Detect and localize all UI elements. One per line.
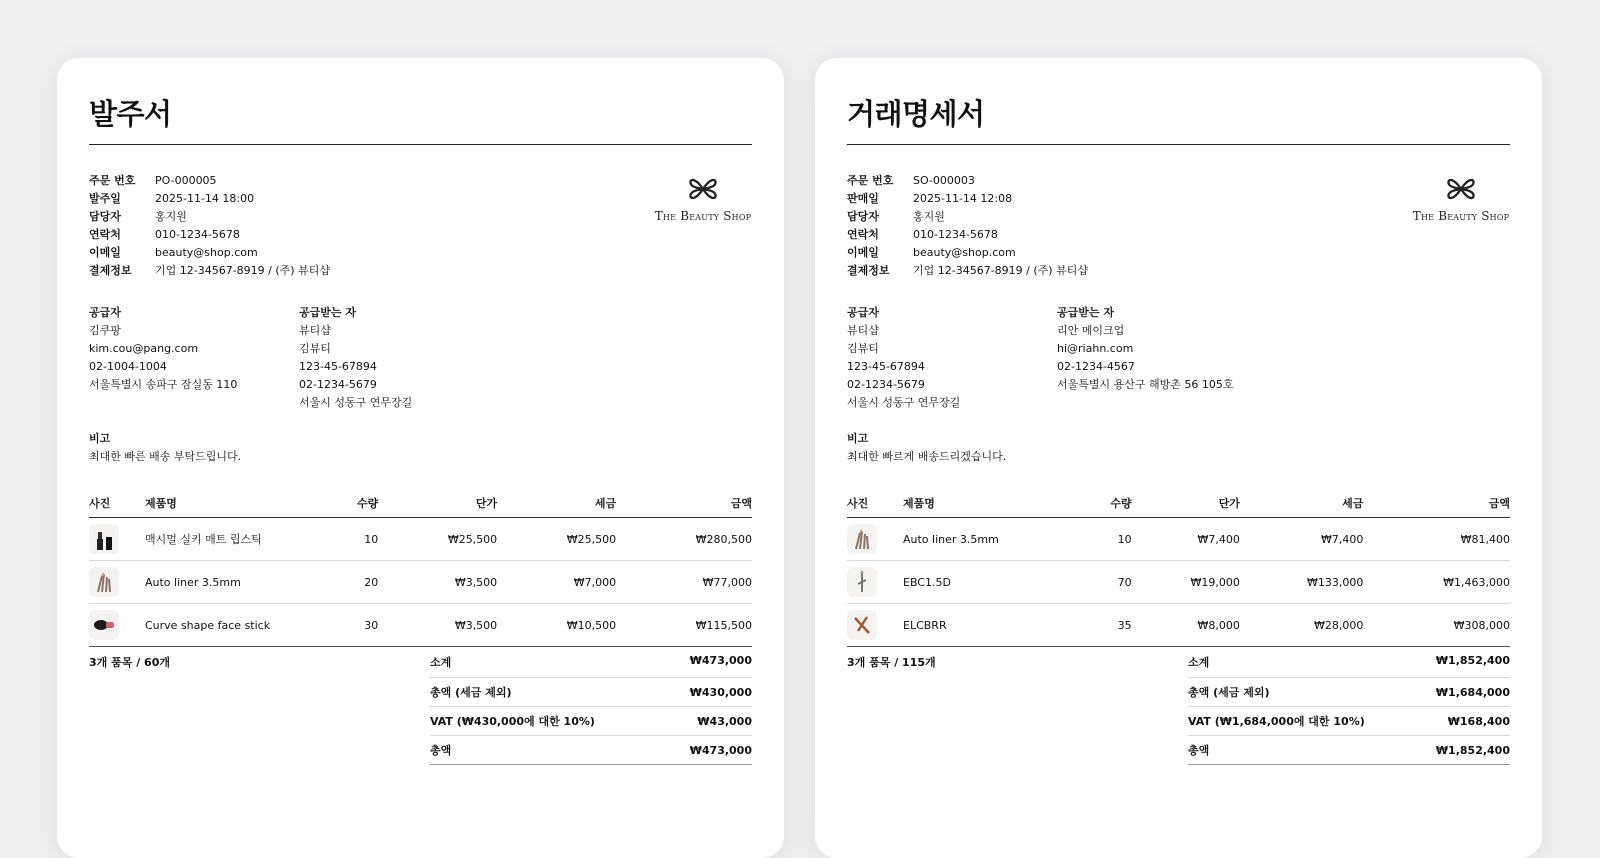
sales-statement-card (815, 58, 1542, 858)
tax: ₩25,500 (497, 518, 616, 561)
flower-logo-icon (1442, 171, 1480, 207)
summary-label: 총액 (세금 제외) (430, 686, 512, 699)
face-stick-icon (89, 610, 119, 640)
info-label: 이메일 (89, 246, 121, 259)
qty: 10 (1085, 518, 1132, 561)
receiver-line: hi@riahn.com (1057, 342, 1134, 355)
receiver-line: 서울특별시 용산구 해방촌 56 105호 (1057, 378, 1234, 391)
summary-value: ₩430,000 (689, 685, 752, 699)
summary (430, 654, 752, 765)
supplier-line: kim.cou@pang.com (89, 342, 199, 355)
qty: 35 (1085, 604, 1132, 647)
order-info (89, 172, 752, 280)
unit-price: ₩3,500 (378, 561, 497, 604)
table-footer (847, 654, 1510, 765)
summary-row-net (1188, 678, 1510, 707)
info-label: 결제정보 (89, 264, 132, 277)
order-info (847, 172, 1510, 280)
supplier-line: 김뷰티 (847, 342, 879, 355)
col-amount: 금액 (616, 495, 752, 518)
supplier-line: 서울특별시 송파구 잠실동 110 (89, 378, 238, 391)
table-row (89, 561, 752, 604)
info-label: 주문 번호 (89, 174, 136, 187)
col-price: 단가 (378, 495, 497, 518)
summary-row-subtotal (430, 654, 752, 678)
receiver-line: 김뷰티 (299, 342, 331, 355)
supplier-line: 123-45-67894 (847, 360, 925, 373)
table-row (847, 561, 1510, 604)
table-header-row (89, 495, 752, 518)
table-row (89, 518, 752, 561)
info-row-email (847, 244, 1510, 262)
amount: ₩77,000 (616, 561, 752, 604)
summary-label: 총액 (1188, 744, 1210, 757)
memo-text: 최대한 빠른 배송 부탁드립니다. (89, 450, 242, 463)
summary-label: 총액 (세금 제외) (1188, 686, 1270, 699)
product-name: 맥시멀 실키 매트 립스틱 (145, 518, 327, 561)
col-amount: 금액 (1363, 495, 1510, 518)
receiver-line: 02-1234-5679 (299, 378, 377, 391)
summary-row-subtotal (1188, 654, 1510, 678)
info-label: 연락처 (89, 228, 121, 241)
col-qty: 수량 (1085, 495, 1132, 518)
amount: ₩280,500 (616, 518, 752, 561)
receiver-heading: 공급받는 자 (299, 306, 356, 319)
summary-value: ₩473,000 (689, 654, 752, 667)
qty: 20 (327, 561, 378, 604)
receiver-block (1057, 304, 1267, 412)
qty: 70 (1085, 561, 1132, 604)
info-value: 홍지원 (155, 210, 187, 223)
col-tax: 세금 (1240, 495, 1364, 518)
info-row-date (89, 190, 752, 208)
supplier-block (847, 304, 1057, 412)
unit-price: ₩25,500 (378, 518, 497, 561)
receiver-block (299, 304, 509, 412)
parties (847, 304, 1510, 412)
item-count: 3개 품목 / 115개 (847, 656, 936, 669)
info-value: PO-000005 (155, 174, 217, 187)
col-product: 제품명 (903, 495, 1085, 518)
summary-row-vat (1188, 707, 1510, 736)
flower-logo-icon (684, 171, 722, 207)
title-divider (89, 144, 752, 145)
qty: 10 (327, 518, 378, 561)
info-row-order-no (847, 172, 1510, 190)
info-label: 발주일 (89, 192, 121, 205)
summary-value: ₩43,000 (697, 714, 752, 728)
summary-value: ₩1,852,400 (1435, 743, 1510, 757)
info-value: 기업 12-34567-8919 / (주) 뷰티샵 (913, 264, 1088, 277)
item-count: 3개 품목 / 60개 (89, 656, 170, 669)
table-header-row (847, 495, 1510, 518)
col-photo: 사진 (89, 495, 145, 518)
table-footer (89, 654, 752, 765)
receiver-line: 123-45-67894 (299, 360, 377, 373)
info-value: SO-000003 (913, 174, 975, 187)
brand-logo (654, 171, 752, 223)
summary-value: ₩473,000 (689, 743, 752, 757)
product-name: ELCBRR (903, 604, 1085, 647)
supplier-heading: 공급자 (89, 306, 121, 319)
page-title: 발주서 (89, 97, 172, 131)
unit-price: ₩19,000 (1132, 561, 1240, 604)
memo-heading: 비고 (847, 432, 869, 445)
brush-icon (847, 567, 877, 597)
brand-logo (1412, 171, 1510, 223)
purchase-order-card (57, 58, 784, 858)
brush-set-icon (847, 524, 877, 554)
info-row-email (89, 244, 752, 262)
title-divider (847, 144, 1510, 145)
table-row (847, 604, 1510, 647)
receiver-line: 서울시 성동구 연무장길 (299, 396, 413, 409)
summary-row-total (1188, 736, 1510, 765)
table-row (847, 518, 1510, 561)
info-label: 결제정보 (847, 264, 890, 277)
supplier-line: 02-1234-5679 (847, 378, 925, 391)
supplier-line: 뷰티샵 (847, 324, 879, 337)
info-label: 담당자 (847, 210, 879, 223)
col-price: 단가 (1132, 495, 1240, 518)
info-value: 010-1234-5678 (155, 228, 240, 241)
info-label: 판매일 (847, 192, 879, 205)
info-label: 주문 번호 (847, 174, 894, 187)
amount: ₩115,500 (616, 604, 752, 647)
tax: ₩28,000 (1240, 604, 1364, 647)
tax: ₩10,500 (497, 604, 616, 647)
brush-set-icon (89, 567, 119, 597)
qty: 30 (327, 604, 378, 647)
info-row-payment (89, 262, 752, 280)
items-table (847, 495, 1510, 647)
summary-label: VAT (₩430,000에 대한 10%) (430, 715, 595, 728)
summary-row-total (430, 736, 752, 765)
summary-value: ₩1,684,000 (1435, 685, 1510, 699)
info-label: 연락처 (847, 228, 879, 241)
info-value: 홍지원 (913, 210, 945, 223)
info-row-phone (89, 226, 752, 244)
unit-price: ₩7,400 (1132, 518, 1240, 561)
amount: ₩81,400 (1363, 518, 1510, 561)
amount: ₩1,463,000 (1363, 561, 1510, 604)
supplier-line: 김쿠팡 (89, 324, 121, 337)
lipstick-icon (89, 524, 119, 554)
receiver-heading: 공급받는 자 (1057, 306, 1114, 319)
info-row-manager (89, 208, 752, 226)
supplier-block (89, 304, 299, 412)
items-table (89, 495, 752, 647)
memo-text: 최대한 빠르게 배송드리겠습니다. (847, 450, 1007, 463)
table-row (89, 604, 752, 647)
supplier-line: 02-1004-1004 (89, 360, 167, 373)
summary-row-vat (430, 707, 752, 736)
summary (1188, 654, 1510, 765)
col-tax: 세금 (497, 495, 616, 518)
brand-logo-text: The Beauty Shop (654, 209, 752, 223)
supplier-heading: 공급자 (847, 306, 879, 319)
unit-price: ₩8,000 (1132, 604, 1240, 647)
product-name: Auto liner 3.5mm (903, 518, 1085, 561)
info-label: 이메일 (847, 246, 879, 259)
cross-brush-icon (847, 610, 877, 640)
col-product: 제품명 (145, 495, 327, 518)
info-row-order-no (89, 172, 752, 190)
info-value: 010-1234-5678 (913, 228, 998, 241)
summary-value: ₩168,400 (1447, 714, 1510, 728)
memo-heading: 비고 (89, 432, 111, 445)
info-value: 2025-11-14 12:08 (913, 192, 1013, 205)
receiver-line: 뷰티샵 (299, 324, 331, 337)
receiver-line: 리안 메이크업 (1057, 324, 1125, 337)
info-value: 2025-11-14 18:00 (155, 192, 255, 205)
amount: ₩308,000 (1363, 604, 1510, 647)
summary-label: 총액 (430, 744, 452, 757)
unit-price: ₩3,500 (378, 604, 497, 647)
col-photo: 사진 (847, 495, 903, 518)
info-value: beauty@shop.com (913, 246, 1016, 259)
brand-logo-text: The Beauty Shop (1412, 209, 1510, 223)
summary-label: 소계 (430, 656, 452, 669)
product-name: Auto liner 3.5mm (145, 561, 327, 604)
tax: ₩7,000 (497, 561, 616, 604)
info-row-phone (847, 226, 1510, 244)
summary-row-net (430, 678, 752, 707)
memo-block (847, 430, 1510, 466)
summary-label: VAT (₩1,684,000에 대한 10%) (1188, 715, 1365, 728)
info-row-payment (847, 262, 1510, 280)
info-row-date (847, 190, 1510, 208)
product-name: Curve shape face stick (145, 604, 327, 647)
summary-value: ₩1,852,400 (1435, 654, 1510, 667)
supplier-line: 서울시 성동구 연무장길 (847, 396, 961, 409)
memo-block (89, 430, 752, 466)
col-qty: 수량 (327, 495, 378, 518)
receiver-line: 02-1234-4567 (1057, 360, 1135, 373)
info-value: 기업 12-34567-8919 / (주) 뷰티샵 (155, 264, 330, 277)
page-title: 거래명세서 (847, 97, 985, 131)
parties (89, 304, 752, 412)
product-name: EBC1.5D (903, 561, 1085, 604)
info-row-manager (847, 208, 1510, 226)
info-value: beauty@shop.com (155, 246, 258, 259)
tax: ₩7,400 (1240, 518, 1364, 561)
info-label: 담당자 (89, 210, 121, 223)
summary-label: 소계 (1188, 656, 1210, 669)
tax: ₩133,000 (1240, 561, 1364, 604)
